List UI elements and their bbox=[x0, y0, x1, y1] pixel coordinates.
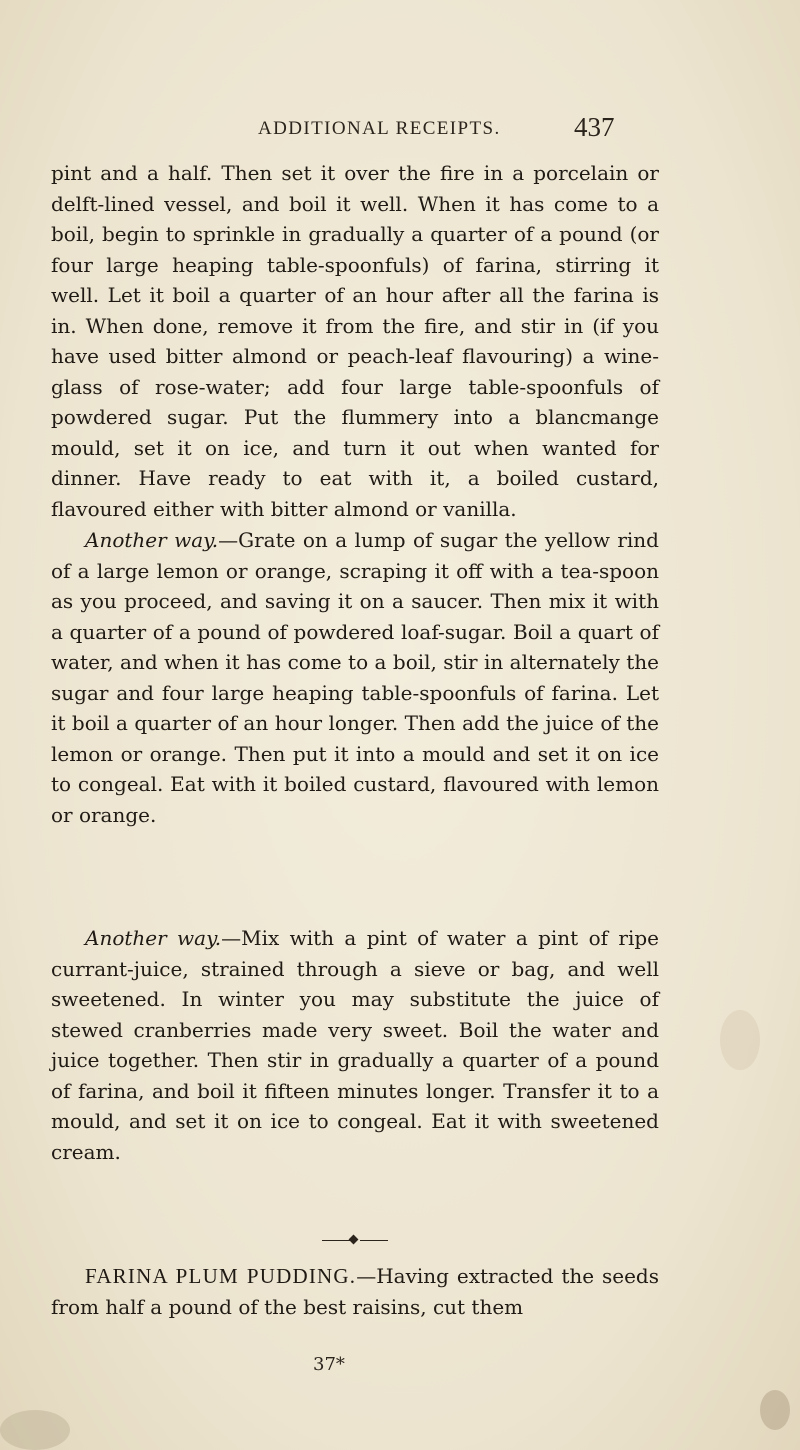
section-divider-ornament bbox=[310, 1235, 400, 1247]
paragraph-text: pint and a half. Then set it over the fire in a porcelain or delft-lined vessel, and boil it well. When it has come to a boil, begin to sprinkle in gradually a quarter of a pound (or four large heaping table-spoonfuls) of farina, stirring it well. Let it boil a quarter of an hour after all the farina is in. When done, remove it from the fire, and stir in (if you have used bitter almond or peach-leaf flavouring) a wine-glass of rose-water; add four large table-spoonfuls of powdered sugar. Put the flummery into a blancmange mould, set it on ice, and turn it out when wanted for dinner. Have ready to eat with it, a boiled custard, flavoured either with bitter almond or vanilla. bbox=[51, 161, 659, 521]
diamond-icon bbox=[349, 1235, 359, 1245]
paragraph-another-way-currant bbox=[51, 923, 659, 1167]
divider-rule-left bbox=[322, 1240, 350, 1241]
signature-mark: 37* bbox=[313, 1354, 345, 1375]
paper-stain bbox=[760, 1390, 790, 1430]
paragraph-flummery-continuation bbox=[51, 158, 659, 524]
paragraph-farina-plum-pudding bbox=[51, 1261, 659, 1322]
paragraph-lead-in: Another way. bbox=[85, 926, 222, 950]
page-number: 437 bbox=[574, 112, 615, 142]
paragraph-another-way-lemon bbox=[51, 525, 659, 830]
paragraph-lead-in: Another way. bbox=[85, 528, 219, 552]
paragraph-text: —Having extracted the seeds from half a pound of the best raisins, cut them bbox=[51, 1264, 659, 1319]
recipe-title: FARINA PLUM PUDDING. bbox=[85, 1264, 357, 1288]
divider-rule-right bbox=[360, 1240, 388, 1241]
running-head bbox=[0, 112, 800, 146]
paragraph-text: —Grate on a lump of sugar the yellow rind of a large lemon or orange, scraping it off with a tea-spoon as you proceed, and saving it on a saucer. Then mix it with a quarter of a pound of powdered loaf-sugar. Boil a quart of water, and when it has come to a boil, stir in alternately the sugar and four large heaping table-spoonfuls of farina. Let it boil a quarter of an hour longer. Then add the juice of the lemon or orange. Then put it into a mould and set it on ice to congeal. Eat with it boiled custard, flavoured with lemon or orange. bbox=[51, 528, 659, 827]
paper-stain bbox=[0, 1410, 70, 1450]
paragraph-text: —Mix with a pint of water a pint of ripe currant-juice, strained through a sieve or bag, and well sweetened. In winter you may substitute the juice of stewed cranberries made very sweet. Boil the water and juice together. Then stir in gradually a quarter of a pound of farina, and boil it fifteen minutes longer. Transfer it to a mould, and set it on ice to congeal. Eat it with sweetened cream. bbox=[51, 926, 659, 1164]
paper-stain bbox=[720, 1010, 760, 1070]
running-head-title: ADDITIONAL RECEIPTS. bbox=[258, 118, 501, 139]
